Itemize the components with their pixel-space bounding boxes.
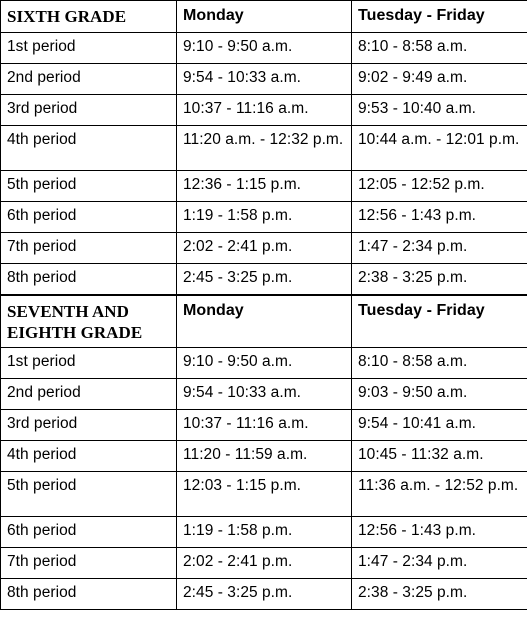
grade-heading: SIXTH GRADE xyxy=(1,1,177,33)
section-header-row xyxy=(1,1,527,33)
monday-time: 9:54 - 10:33 a.m. xyxy=(177,379,352,410)
tuesday-friday-time: 12:56 - 1:43 p.m. xyxy=(352,517,527,548)
tuesday-friday-time: 8:10 - 8:58 a.m. xyxy=(352,348,527,379)
monday-time: 12:03 - 1:15 p.m. xyxy=(177,472,352,517)
period-label: 5th period xyxy=(1,472,177,517)
monday-time: 1:19 - 1:58 p.m. xyxy=(177,202,352,233)
table-row xyxy=(1,126,527,171)
monday-time: 2:02 - 2:41 p.m. xyxy=(177,548,352,579)
table-row xyxy=(1,233,527,264)
period-label: 3rd period xyxy=(1,410,177,441)
table-row xyxy=(1,264,527,295)
tuesday-friday-time: 9:02 - 9:49 a.m. xyxy=(352,64,527,95)
monday-time: 1:19 - 1:58 p.m. xyxy=(177,517,352,548)
monday-time: 11:20 a.m. - 12:32 p.m. xyxy=(177,126,352,171)
monday-time: 9:10 - 9:50 a.m. xyxy=(177,33,352,64)
monday-time: 11:20 - 11:59 a.m. xyxy=(177,441,352,472)
period-label: 4th period xyxy=(1,441,177,472)
period-label: 5th period xyxy=(1,171,177,202)
monday-time: 2:02 - 2:41 p.m. xyxy=(177,233,352,264)
table-row xyxy=(1,64,527,95)
monday-time: 10:37 - 11:16 a.m. xyxy=(177,410,352,441)
column-heading-monday: Monday xyxy=(177,295,352,348)
column-heading-monday: Monday xyxy=(177,1,352,33)
tuesday-friday-time: 10:44 a.m. - 12:01 p.m. xyxy=(352,126,527,171)
period-label: 8th period xyxy=(1,579,177,610)
table-row xyxy=(1,441,527,472)
period-label: 8th period xyxy=(1,264,177,295)
table-row xyxy=(1,202,527,233)
period-label: 1st period xyxy=(1,348,177,379)
grade-heading: SEVENTH AND EIGHTH GRADE xyxy=(1,295,177,348)
tuesday-friday-time: 1:47 - 2:34 p.m. xyxy=(352,548,527,579)
monday-time: 12:36 - 1:15 p.m. xyxy=(177,171,352,202)
period-label: 2nd period xyxy=(1,379,177,410)
monday-time: 9:10 - 9:50 a.m. xyxy=(177,348,352,379)
period-label: 6th period xyxy=(1,517,177,548)
table-row xyxy=(1,517,527,548)
table-row xyxy=(1,95,527,126)
table-row xyxy=(1,410,527,441)
period-label: 1st period xyxy=(1,33,177,64)
tuesday-friday-time: 9:53 - 10:40 a.m. xyxy=(352,95,527,126)
table-row xyxy=(1,171,527,202)
tuesday-friday-time: 12:56 - 1:43 p.m. xyxy=(352,202,527,233)
period-label: 7th period xyxy=(1,233,177,264)
table-row xyxy=(1,548,527,579)
monday-time: 2:45 - 3:25 p.m. xyxy=(177,579,352,610)
period-label: 3rd period xyxy=(1,95,177,126)
tuesday-friday-time: 2:38 - 3:25 p.m. xyxy=(352,579,527,610)
monday-time: 9:54 - 10:33 a.m. xyxy=(177,64,352,95)
monday-time: 10:37 - 11:16 a.m. xyxy=(177,95,352,126)
table-row xyxy=(1,33,527,64)
table-row xyxy=(1,579,527,610)
column-heading-tuesday-friday: Tuesday - Friday xyxy=(352,1,527,33)
tuesday-friday-time: 8:10 - 8:58 a.m. xyxy=(352,33,527,64)
table-row xyxy=(1,472,527,517)
period-label: 6th period xyxy=(1,202,177,233)
period-label: 2nd period xyxy=(1,64,177,95)
period-label: 7th period xyxy=(1,548,177,579)
monday-time: 2:45 - 3:25 p.m. xyxy=(177,264,352,295)
tuesday-friday-time: 1:47 - 2:34 p.m. xyxy=(352,233,527,264)
tuesday-friday-time: 10:45 - 11:32 a.m. xyxy=(352,441,527,472)
table-row xyxy=(1,348,527,379)
tuesday-friday-time: 2:38 - 3:25 p.m. xyxy=(352,264,527,295)
table-row xyxy=(1,379,527,410)
tuesday-friday-time: 9:03 - 9:50 a.m. xyxy=(352,379,527,410)
tuesday-friday-time: 11:36 a.m. - 12:52 p.m. xyxy=(352,472,527,517)
tuesday-friday-time: 9:54 - 10:41 a.m. xyxy=(352,410,527,441)
column-heading-tuesday-friday: Tuesday - Friday xyxy=(352,295,527,348)
period-label: 4th period xyxy=(1,126,177,171)
tuesday-friday-time: 12:05 - 12:52 p.m. xyxy=(352,171,527,202)
section-header-row xyxy=(1,295,527,348)
